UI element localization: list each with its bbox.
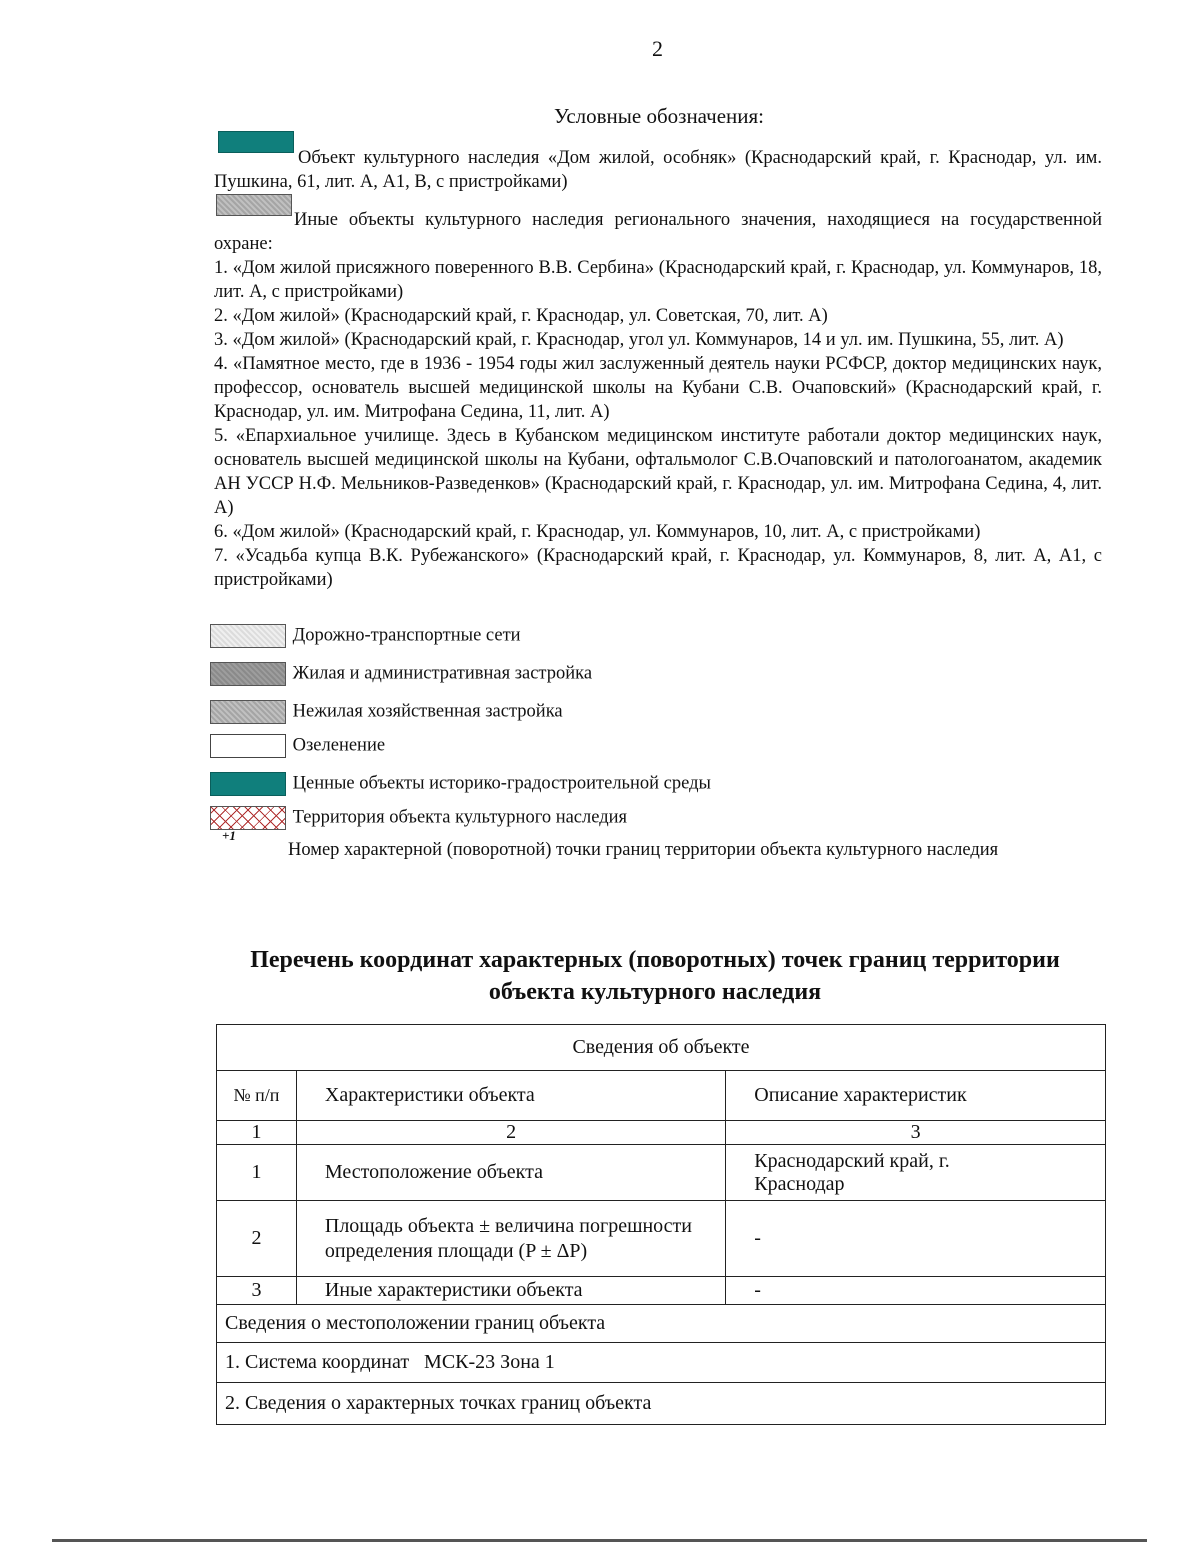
object-info-table xyxy=(216,1024,1106,1425)
coord-system: 1. Система координат МСК-23 Зона 1 xyxy=(217,1343,1106,1383)
col-number-cell: 3 xyxy=(726,1121,1106,1145)
col-number-cell: 2 xyxy=(296,1121,725,1145)
legend-key-label: Территория объекта культурного наследия xyxy=(292,807,628,828)
legend-key-nonresidential xyxy=(210,700,563,724)
table-row xyxy=(217,1145,1106,1201)
table-row xyxy=(217,1277,1106,1305)
col-number-cell: 1 xyxy=(217,1121,297,1145)
section-title-line: Перечень координат характерных (поворотных) точек границ территории xyxy=(250,947,1060,973)
scan-edge-line xyxy=(52,1539,1147,1542)
other-object-item: 6. «Дом жилой» (Краснодарский край, г. Краснодар, ул. Коммунаров, 10, лит. А, с пристройками) xyxy=(214,522,981,542)
other-object-item: 1. «Дом жилой присяжного поверенного В.В. Сербина» (Краснодарский край, г. Краснодар, ул. Коммунаров, 18, лит. А, с пристройками) xyxy=(214,258,1102,302)
legend-key-greenery xyxy=(210,734,385,758)
row-char: Иные характеристики объекта xyxy=(296,1277,725,1305)
other-object-item: 7. «Усадьба купца В.К. Рубежанского» (Краснодарский край, г. Краснодар, ул. Коммунаров, 8, лит. А, А1, с пристройками) xyxy=(214,546,1102,590)
other-objects-list xyxy=(214,256,1102,592)
other-object-item: 3. «Дом жилой» (Краснодарский край, г. Краснодар, угол ул. Коммунаров, 14 и ул. им. Пушкина, 55, лит. А) xyxy=(214,330,1064,350)
row-no: 2 xyxy=(217,1201,297,1277)
points-info: 2. Сведения о характерных точках границ объекта xyxy=(217,1383,1106,1425)
roads-swatch xyxy=(210,624,286,648)
legend-key-label: Ценные объекты историко-градостроительной среды xyxy=(292,773,711,794)
col-char-header: Характеристики объекта xyxy=(296,1071,725,1121)
location-header: Сведения о местоположении границ объекта xyxy=(217,1305,1106,1343)
legend-key-territory xyxy=(210,806,627,830)
main-object-text: Объект культурного наследия «Дом жилой, особняк» (Краснодарский край, г. Краснодар, ул. им. Пушкина, 61, лит. А, А1, В, с пристройками) xyxy=(214,148,1102,192)
greenery-swatch xyxy=(210,734,286,758)
legend-main-object xyxy=(214,146,1102,194)
row-char: Площадь объекта ± величина погрешности определения площади (P ± ΔP) xyxy=(296,1201,725,1277)
legend-key-label: Жилая и административная застройка xyxy=(292,663,593,684)
section-title xyxy=(0,944,1200,1008)
legend-key-label: Дорожно-транспортные сети xyxy=(292,625,521,646)
other-objects-intro: Иные объекты культурного наследия регионального значения, находящиеся на государственной охране: xyxy=(214,210,1102,254)
legend-key-valuable xyxy=(210,772,711,796)
row-desc-text: Краснодарский край, г. Краснодар xyxy=(754,1149,950,1195)
other-object-item: 2. «Дом жилой» (Краснодарский край, г. Краснодар, ул. Советская, 70, лит. А) xyxy=(214,306,828,326)
col-no-header: № п/п xyxy=(217,1071,297,1121)
row-desc: - xyxy=(726,1201,1106,1277)
legend-key-label: Нежилая хозяйственная застройка xyxy=(292,701,563,722)
legend-key-label: Озеленение xyxy=(292,735,386,756)
row-char: Местоположение объекта xyxy=(296,1145,725,1201)
legend-key-roads xyxy=(210,624,521,648)
legend-title: Условные обозначения: xyxy=(553,104,765,128)
point-marker-icon: +1 xyxy=(222,828,236,843)
col-desc-header: Описание характеристик xyxy=(726,1071,1106,1121)
valuable-swatch xyxy=(210,772,286,796)
point-marker-label: Номер характерной (поворотной) точки границ территории объекта культурного наследия xyxy=(288,840,999,860)
row-desc xyxy=(726,1145,1106,1201)
territory-swatch xyxy=(210,806,286,830)
residential-swatch xyxy=(210,662,286,686)
legend-key-residential xyxy=(210,662,592,686)
table-row xyxy=(217,1201,1106,1277)
other-object-item: 4. «Памятное место, где в 1936 - 1954 годы жил заслуженный деятель науки РСФСР, доктор медицинских наук, профессор, основатель высшей медицинской школы на Кубани С.В. Очаповский» (Краснодарский край, г. Краснодар, ул. им. Митрофана Седина, 11, лит. А) xyxy=(214,354,1102,422)
other-object-item: 5. «Епархиальное училище. Здесь в Кубанском медицинском институте работали доктор медицинских наук, основатель высшей медицинской школы на Кубани, офтальмолог С.В.Очаповский и патологоанатом, академик АН УССР Н.Ф. Мельников-Разведенков» (Краснодарский край, г. Краснодар, ул. им. Митрофана Седина, 4, лит. А) xyxy=(214,426,1102,518)
nonresidential-swatch xyxy=(210,700,286,724)
legend-other-objects xyxy=(214,208,1102,256)
section-title-line: объекта культурного наследия xyxy=(488,979,822,1005)
page-number: 2 xyxy=(652,36,663,61)
row-desc: - xyxy=(726,1277,1106,1305)
row-no: 1 xyxy=(217,1145,297,1201)
table-header: Сведения об объекте xyxy=(217,1025,1106,1071)
row-no: 3 xyxy=(217,1277,297,1305)
